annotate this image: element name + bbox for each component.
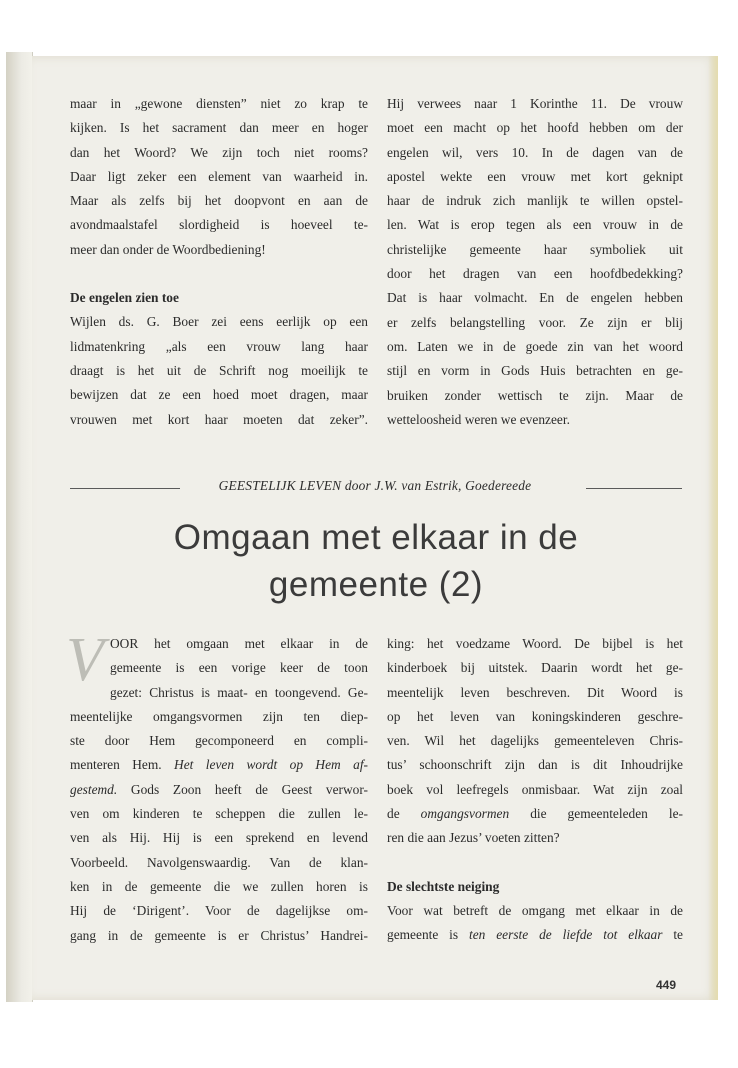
- text-line: om. Laten we in de goede zin van het woord: [387, 338, 683, 354]
- text-run: Gods Zoon heeft de Geest verwor-: [117, 781, 368, 797]
- text-line: meentelijk leven beschreven. Dit Woord is: [387, 684, 683, 700]
- text-line: moet een macht op het hoofd hebben om der: [387, 120, 683, 136]
- text-line: tus’ schoonschrift zijn dan is dit Inhoudrijke: [387, 757, 683, 773]
- text-run: menteren Hem.: [70, 757, 175, 773]
- text-line: apostel wekte een vrouw met kort geknipt: [387, 168, 683, 184]
- text-line: Wijlen ds. G. Boer zei eens eerlijk op een: [70, 314, 368, 330]
- text-line: kijken. Is het sacrament dan meer en hoger: [70, 120, 368, 136]
- text-line: meer dan onder de Woordbediening!: [70, 241, 266, 257]
- text-line: [70, 753, 368, 777]
- text-line: bruiken zonder wettisch te zijn. Maar de: [387, 387, 683, 403]
- text-line: len. Wat is erop tegen als een vrouw in de: [387, 217, 683, 233]
- italic-text: ten eerste de liefde tot elkaar: [469, 927, 663, 943]
- text-line: draagt is het uit de Schrift nog moeilijk te: [70, 362, 368, 378]
- text-line: haar de indruk zich manlijk te willen opstel-: [387, 193, 683, 209]
- column-b-top: [387, 92, 683, 432]
- text-line: Hij verwees naar 1 Korinthe 11. De vrouw: [387, 96, 683, 111]
- text-line: maar in „gewone diensten” niet zo krap te: [70, 96, 368, 111]
- text-line: gezet: Christus is maat- en toongevend. Ge-: [110, 684, 368, 700]
- article-title: [70, 514, 682, 608]
- page-number: 449: [655, 978, 676, 992]
- text-line: engelen wil, vers 10. In de dagen van de: [387, 144, 683, 160]
- text-line: vrouwen met kort haar moeten dat zeker”.: [70, 411, 368, 427]
- text-line: op het leven van koningskinderen geschre-: [387, 708, 683, 724]
- title-line-1: Omgaan met elkaar in de: [173, 518, 579, 557]
- text-line: stijl en vorm in Gods Huis betrachten en ge-: [387, 363, 683, 379]
- text-line: Dat is haar volmacht. En de engelen hebben: [387, 290, 683, 306]
- text-line: king: het voedzame Woord. De bijbel is het: [387, 636, 683, 651]
- binding-shadow: [6, 52, 33, 1002]
- italic-text: Het leven wordt op Hem af-: [174, 757, 369, 773]
- text-line: [387, 923, 683, 947]
- text-line: Maar als zelfs bij het doopvont en aan de: [70, 193, 368, 209]
- text-line: ven. Wil het dagelijks gemeenteleven Chris-: [387, 733, 683, 749]
- text-run: de: [387, 806, 421, 822]
- text-line: er zelfs belangstelling voor. Ze zijn er blij: [387, 314, 683, 330]
- subheading: De engelen zien toe: [70, 290, 179, 306]
- text-line: gemeente is een vorige keer de toon: [110, 660, 368, 676]
- text-line: [387, 802, 683, 826]
- text-run: te: [662, 927, 683, 943]
- text-line: ste door Hem gecomponeerd en compli-: [70, 733, 368, 749]
- text-line: christelijke gemeente haar symboliek uit: [387, 241, 683, 257]
- text-line: kinderboek bij uitstek. Daarin wordt het ge-: [387, 660, 683, 676]
- text-line: OOR het omgaan met elkaar in de: [110, 636, 368, 651]
- page-edge: [708, 56, 718, 1000]
- magazine-page: [32, 56, 718, 1000]
- text-line: boek vol leefregels onmisbaar. Wat zijn zoal: [387, 781, 683, 797]
- italic-text: omgangsvormen: [420, 806, 510, 822]
- text-line: lidmatenkring „als een vrouw lang haar: [70, 338, 368, 354]
- text-line: ken in de gemeente die we zullen horen is: [70, 878, 368, 894]
- text-line: Voorbeeld. Navolgenswaardig. Van de klan-: [70, 854, 368, 870]
- drop-cap: V: [66, 626, 104, 694]
- article-column-b: [387, 632, 683, 948]
- section-label: GEESTELIJK LEVEN door J.W. van Estrik, Goedereede: [218, 478, 532, 493]
- italic-text: gestemd.: [70, 781, 118, 797]
- text-run: die gemeenteleden le-: [509, 806, 683, 822]
- subheading: De slechtste neiging: [387, 878, 500, 894]
- text-line: door het dragen van een hoofdbedekking?: [387, 266, 683, 282]
- text-line: ven om kinderen te scheppen die zullen le-: [70, 806, 368, 822]
- text-line: bewijzen dat ze een hoed moet dragen, maar: [70, 387, 368, 403]
- text-line: ren die aan Jezus’ voeten zitten?: [387, 830, 560, 846]
- text-line: meentelijke omgangsvormen zijn ten diep-: [70, 708, 368, 724]
- text-line: dan het Woord? We zijn toch niet rooms?: [70, 144, 368, 160]
- title-line-2: gemeente (2): [268, 565, 484, 604]
- text-run: gemeente is: [387, 927, 469, 943]
- text-line: gang in de gemeente is er Christus’ Handrei-: [70, 927, 368, 943]
- column-a-top: [70, 92, 368, 432]
- text-line: wetteloosheid weren we evenzeer.: [387, 411, 570, 427]
- text-line: Hij de ‘Dirigent’. Voor de dagelijkse om-: [70, 903, 368, 919]
- article-column-a: [66, 626, 369, 948]
- text-line: ven als Hij. Hij is een sprekend en levend: [70, 830, 368, 846]
- text-line: [70, 778, 368, 802]
- text-line: Daar ligt zeker een element van waarheid in.: [70, 168, 368, 184]
- text-line: Voor wat betreft de omgang met elkaar in de: [387, 902, 683, 918]
- text-line: avondmaalstafel slordigheid is hoeveel te-: [70, 217, 368, 233]
